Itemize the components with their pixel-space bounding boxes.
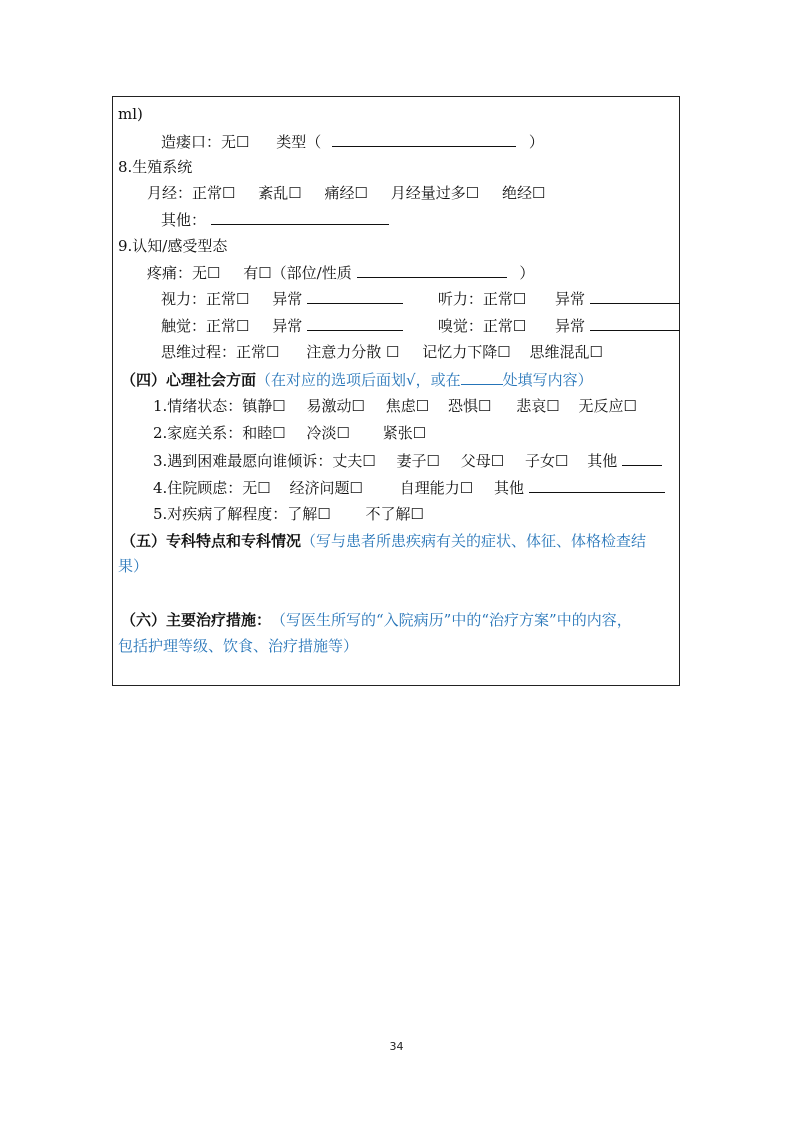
section4-heading: （四）心理社会方面（在对应的选项后面划√，或在 处填写内容） <box>121 371 593 389</box>
confide-children[interactable]: 子女☐ <box>525 452 569 470</box>
section6-title: （六）主要治疗措施： <box>121 611 272 629</box>
understand-yes[interactable]: 5.对疾病了解程度：了解☐ <box>153 505 331 523</box>
touch-normal[interactable]: 触觉：正常☐ <box>161 317 250 335</box>
cognition-title: 9.认知/感受型态 <box>118 237 228 255</box>
pain-yes[interactable]: 有☐（部位/性质 <box>243 264 352 282</box>
confide-row <box>153 450 662 470</box>
thought-row <box>161 342 603 362</box>
section5-hint-cont: 果） <box>118 557 149 575</box>
section5-heading <box>121 531 646 551</box>
pain-none[interactable]: 疼痛：无☐ <box>147 264 221 282</box>
vision-abnormal: 异常 <box>272 290 303 308</box>
smell-abnormal: 异常 <box>555 317 586 335</box>
understand-no[interactable]: 不了解☐ <box>365 505 424 523</box>
emotion-none[interactable]: 无反应☐ <box>578 397 637 415</box>
menses-row <box>147 183 545 203</box>
hearing-blank[interactable] <box>590 288 680 304</box>
thought-confused[interactable]: 思维混乱☐ <box>529 343 603 361</box>
section4-title: （四）心理社会方面 <box>121 371 257 389</box>
section4-hint: （在对应的选项后面划√，或在 <box>256 371 461 389</box>
other-blank[interactable] <box>211 209 389 225</box>
stoma-row: 造瘘口：无☐ 类型（ ） <box>161 133 544 151</box>
emotion-row <box>153 396 637 416</box>
worry-economic[interactable]: 经济问题☐ <box>289 479 363 497</box>
hearing-normal[interactable]: 听力：正常☐ <box>437 290 527 308</box>
confide-parents[interactable]: 父母☐ <box>460 452 505 470</box>
emotion-irritable[interactable]: 易激动☐ <box>306 397 365 415</box>
family-row <box>153 423 426 443</box>
menses-normal[interactable]: 月经：正常☐ <box>147 184 236 202</box>
family-tense[interactable]: 紧张☐ <box>382 424 427 442</box>
confide-wife[interactable]: 妻子☐ <box>396 452 440 470</box>
confide-other: 其他 <box>587 452 618 470</box>
thought-attention[interactable]: 注意力分散 ☐ <box>306 343 400 361</box>
section6-hint-cont: 包括护理等级、饮食、治疗措施等） <box>118 637 359 655</box>
hearing-abnormal: 异常 <box>555 290 586 308</box>
confide-other-blank[interactable] <box>622 450 662 466</box>
stoma-type-label: 类型（ <box>276 133 322 151</box>
vision-row <box>161 288 680 308</box>
thought-memory[interactable]: 记忆力下降☐ <box>422 343 511 361</box>
pain-blank[interactable] <box>357 262 507 278</box>
touch-abnormal: 异常 <box>272 317 303 335</box>
other-row <box>161 209 389 229</box>
section5-hint: （写与患者所患疾病有关的症状、体征、体格检查结 <box>301 532 647 550</box>
vision-blank[interactable] <box>307 288 403 304</box>
emotion-calm[interactable]: 1.情绪状态：镇静☐ <box>153 397 286 415</box>
stoma-type-blank[interactable] <box>332 131 516 147</box>
emotion-fear[interactable]: 恐惧☐ <box>448 397 492 415</box>
emotion-sad[interactable]: 悲哀☐ <box>516 397 560 415</box>
menses-pain[interactable]: 痛经☐ <box>324 184 368 202</box>
smell-blank[interactable] <box>590 315 680 331</box>
worry-other: 其他 <box>494 479 525 497</box>
menses-disorder[interactable]: 紊乱☐ <box>258 184 302 202</box>
thought-normal[interactable]: 思维过程：正常☐ <box>161 343 280 361</box>
section5-title: （五）专科特点和专科情况 <box>121 532 302 550</box>
menses-stop[interactable]: 绝经☐ <box>501 184 546 202</box>
family-harmony[interactable]: 2.家庭关系：和睦☐ <box>153 424 286 442</box>
pain-row: 疼痛：无☐ 有☐（部位/性质 ） <box>147 264 535 282</box>
touch-row <box>161 315 680 335</box>
ml-fragment: ml) <box>118 105 143 123</box>
section6-heading <box>121 610 632 630</box>
section4-hint-blank <box>461 369 503 385</box>
smell-normal[interactable]: 嗅觉：正常☐ <box>437 317 527 335</box>
confide-husband[interactable]: 3.遇到困难最愿向谁倾诉：丈夫☐ <box>153 452 376 470</box>
page-number: 34 <box>389 1040 404 1053</box>
family-cold[interactable]: 冷淡☐ <box>306 424 350 442</box>
worry-row <box>153 477 665 497</box>
worry-other-blank[interactable] <box>529 477 665 493</box>
stoma-label: 造瘘口：无☐ <box>161 133 250 151</box>
touch-blank[interactable] <box>307 315 403 331</box>
menses-heavy[interactable]: 月经量过多☐ <box>390 184 480 202</box>
section6-hint: （写医生所写的“入院病历”中的“治疗方案”中的内容， <box>271 611 632 629</box>
worry-selfcare[interactable]: 自理能力☐ <box>399 479 474 497</box>
reproductive-title: 8.生殖系统 <box>118 158 193 176</box>
other-label: 其他： <box>161 211 207 229</box>
understand-row <box>153 504 424 524</box>
worry-none[interactable]: 4.住院顾虑：无☐ <box>153 479 271 497</box>
emotion-anxious[interactable]: 焦虑☐ <box>385 397 430 415</box>
vision-normal[interactable]: 视力：正常☐ <box>161 290 250 308</box>
form-frame <box>112 96 680 686</box>
